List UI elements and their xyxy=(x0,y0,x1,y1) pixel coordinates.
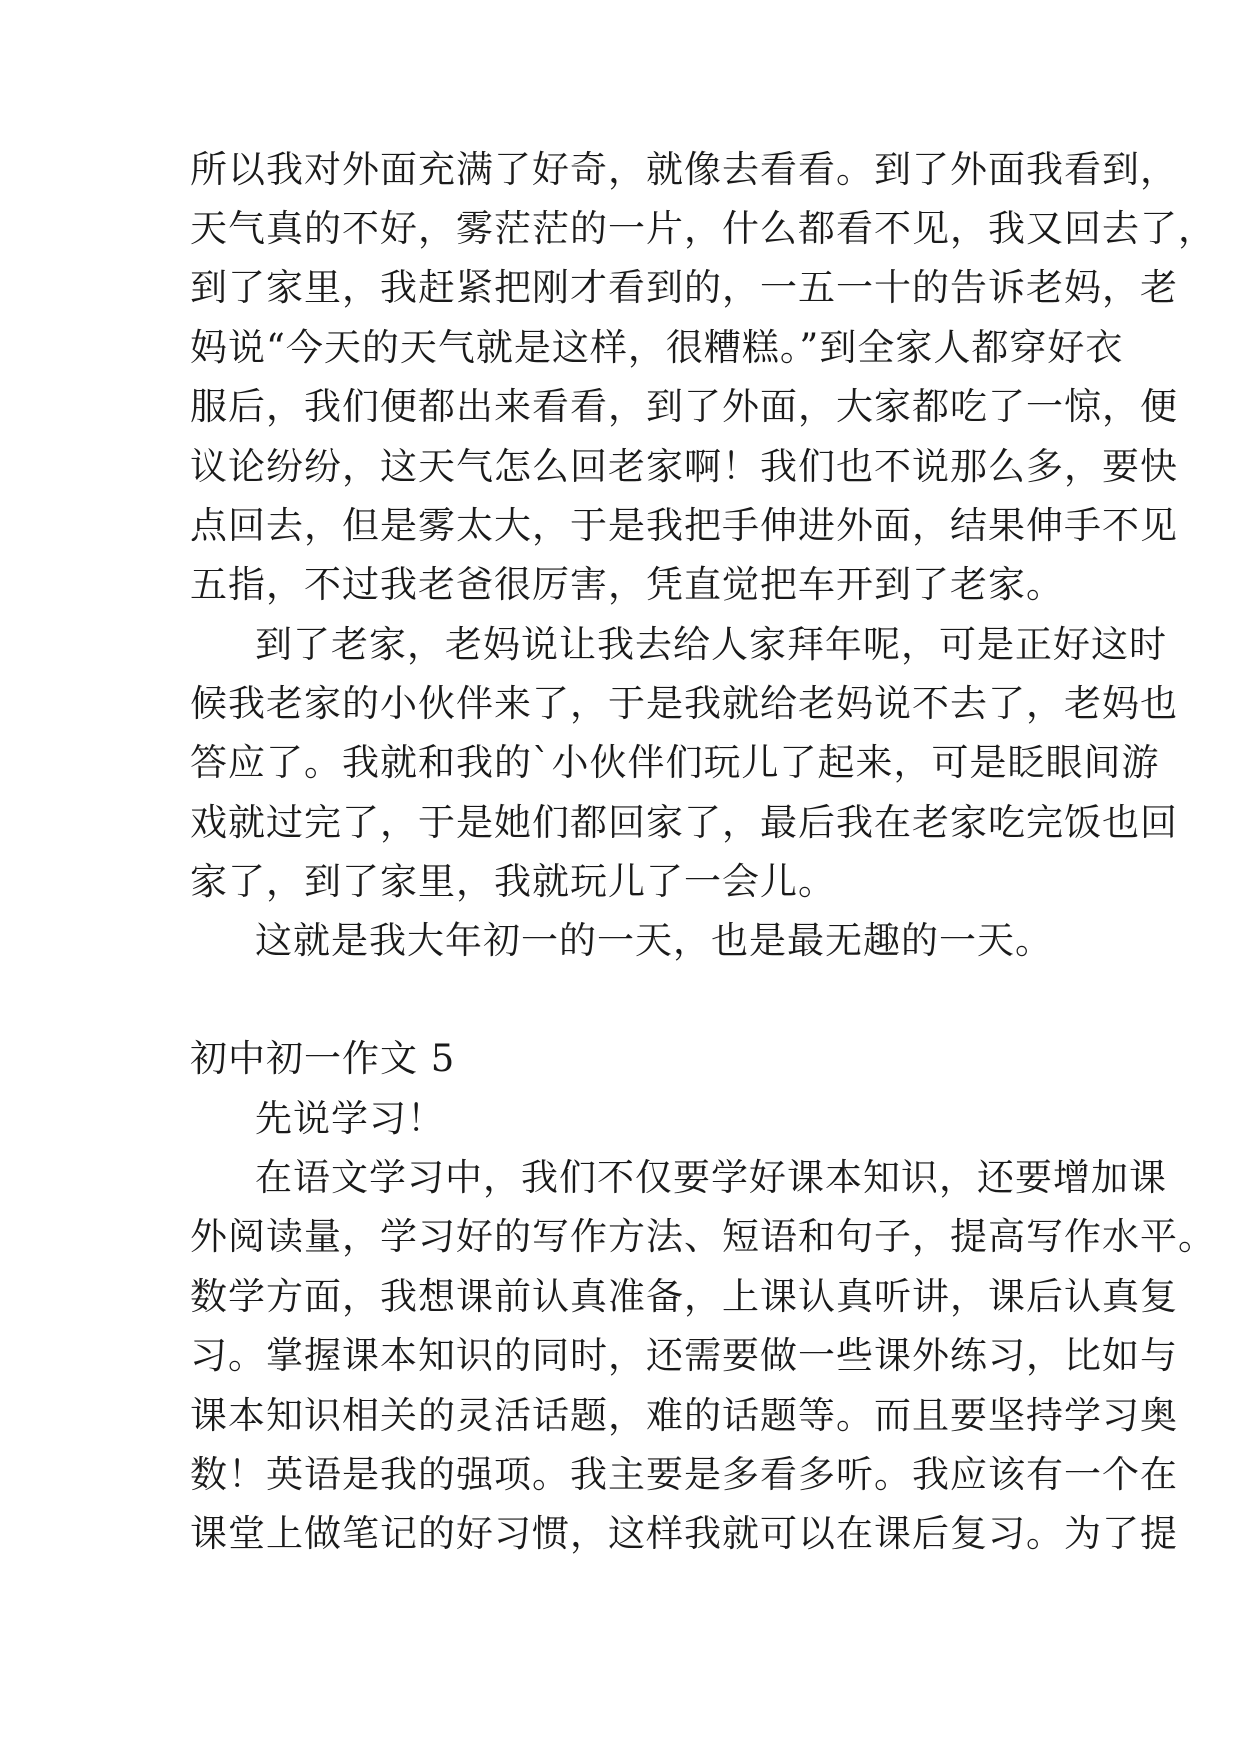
text-line: 所以我对外面充满了好奇，就像去看看。到了外面我看到， xyxy=(190,148,1178,191)
text-line: 课堂上做笔记的好习惯，这样我就可以在课后复习。为了提 xyxy=(190,1512,1178,1555)
text-line: 外阅读量，学习好的写作方法、短语和句子，提高写作水平。 xyxy=(190,1215,1216,1258)
text-line: 妈说“今天的天气就是这样，很糟糕。”到全家人都穿好衣 xyxy=(190,326,1124,369)
text-line: 答应了。我就和我的`小伙伴们玩儿了起来，可是眨眼间游 xyxy=(190,741,1160,784)
text-line: 服后，我们便都出来看看，到了外面，大家都吃了一惊，便 xyxy=(190,385,1178,428)
text-line: 习。掌握课本知识的同时，还需要做一些课外练习，比如与 xyxy=(190,1334,1178,1377)
text-line: 家了，到了家里，我就玩儿了一会儿。 xyxy=(190,860,836,903)
text-line: 先说学习！ xyxy=(255,1097,445,1140)
text-line: 在语文学习中，我们不仅要学好课本知识，还要增加课 xyxy=(255,1156,1167,1199)
text-line: 五指，不过我老爸很厉害，凭直觉把车开到了老家。 xyxy=(190,563,1064,606)
text-line: 候我老家的小伙伴来了，于是我就给老妈说不去了，老妈也 xyxy=(190,682,1178,725)
text-line: 到了老家，老妈说让我去给人家拜年呢，可是正好这时 xyxy=(255,623,1167,666)
text-line: 数！英语是我的强项。我主要是多看多听。我应该有一个在 xyxy=(190,1453,1178,1496)
text-line: 这就是我大年初一的一天，也是最无趣的一天。 xyxy=(255,919,1053,962)
text-line: 数学方面，我想课前认真准备，上课认真听讲，课后认真复 xyxy=(190,1275,1178,1318)
text-line: 议论纷纷，这天气怎么回老家啊！我们也不说那么多，要快 xyxy=(190,445,1178,488)
text-line: 点回去，但是雾太大，于是我把手伸进外面，结果伸手不见 xyxy=(190,504,1178,547)
text-line: 到了家里，我赶紧把刚才看到的，一五一十的告诉老妈，老 xyxy=(190,266,1178,309)
text-line: 课本知识相关的灵活话题，难的话题等。而且要坚持学习奥 xyxy=(190,1394,1178,1437)
section-heading: 初中初一作文 5 xyxy=(190,1037,456,1080)
text-line: 戏就过完了，于是她们都回家了，最后我在老家吃完饭也回 xyxy=(190,801,1178,844)
text-line: 天气真的不好，雾茫茫的一片，什么都看不见，我又回去了， xyxy=(190,207,1216,250)
